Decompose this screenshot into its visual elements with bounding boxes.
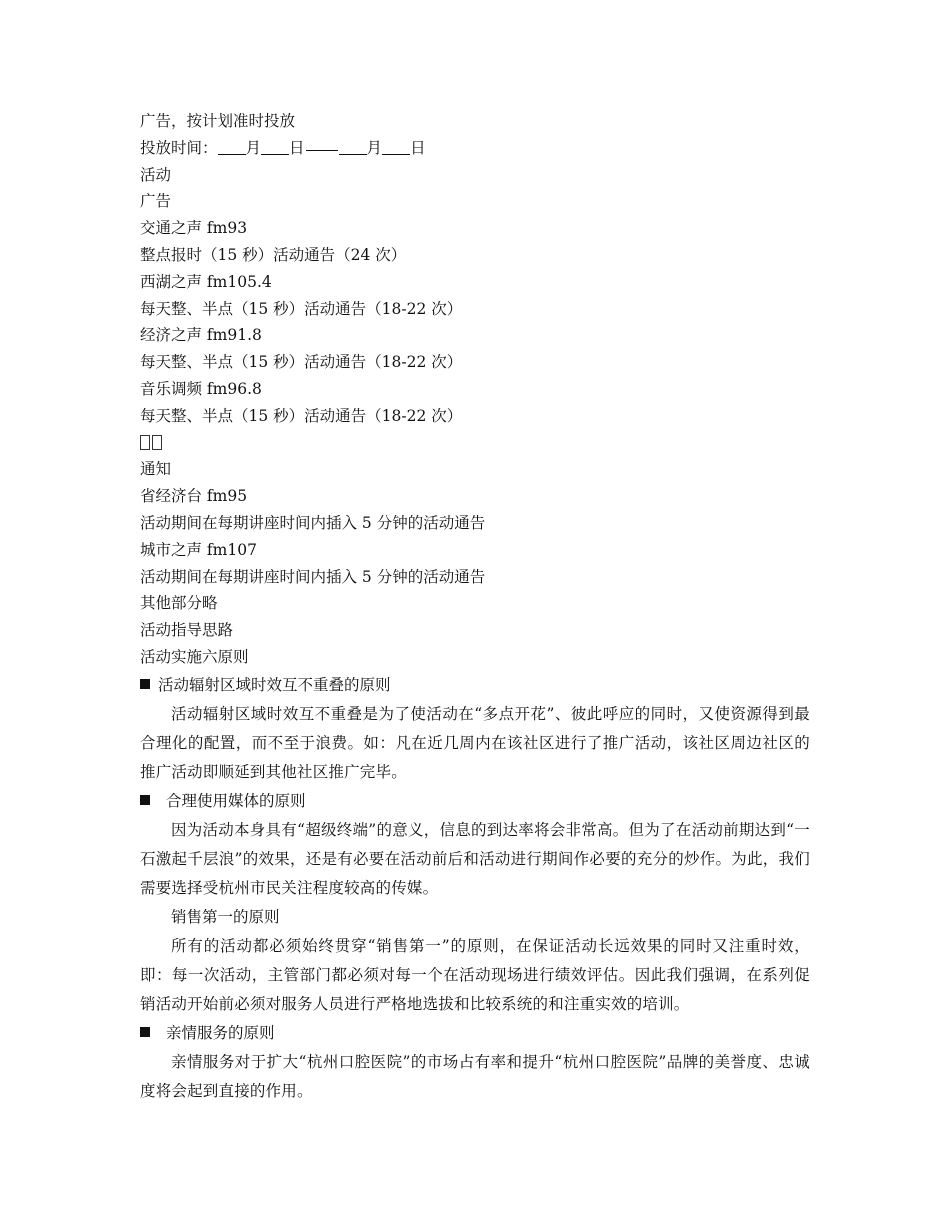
blank-underline bbox=[339, 140, 367, 155]
missing-glyph-icon bbox=[152, 435, 162, 450]
other-line: 其他部分略 bbox=[140, 594, 218, 613]
radio-detail: 整点报时（15 秒）活动通告（24 次） bbox=[140, 245, 407, 264]
dash-line bbox=[306, 141, 338, 151]
six-principles-heading: 活动实施六原则 bbox=[140, 647, 249, 666]
activity-line: 活动 bbox=[140, 165, 172, 184]
radio-station: 交通之声 fm93 bbox=[140, 219, 248, 238]
guide-heading: 活动指导思路 bbox=[140, 621, 234, 640]
principle-1-title bbox=[140, 671, 810, 700]
principle-3-title: 销售第一的原则 bbox=[171, 907, 280, 926]
time-day-2: 日 bbox=[410, 138, 426, 157]
radio-detail: 每天整、半点（15 秒）活动通告（18-22 次） bbox=[140, 406, 463, 425]
radio-station: 音乐调频 fm96.8 bbox=[140, 379, 262, 398]
principle-4-title-text: 亲情服务的原则 bbox=[166, 1023, 275, 1042]
principle-4-body: 亲情服务对于扩大“杭州口腔医院”的市场占有率和提升“杭州口腔医院”品牌的美誉度、忠诚度将会起到直接的作用。 bbox=[140, 1052, 810, 1100]
principle-1-title-text: 活动辐射区域时效互不重叠的原则 bbox=[158, 675, 391, 694]
radio-station: 经济之声 fm91.8 bbox=[140, 326, 262, 345]
missing-glyph-line bbox=[140, 430, 810, 457]
radio-station: 西湖之声 fm105.4 bbox=[140, 272, 272, 291]
time-month-2: 月 bbox=[366, 138, 383, 157]
notice-line: 通知 bbox=[140, 460, 172, 479]
square-bullet-icon bbox=[140, 1027, 150, 1037]
square-bullet-icon bbox=[140, 679, 150, 689]
blank-underline bbox=[261, 140, 289, 155]
lecture-station: 省经济台 fm95 bbox=[140, 487, 248, 506]
time-month-1: 月 bbox=[245, 138, 262, 157]
principle-3-body: 所有的活动都必须始终贯穿“销售第一”的原则，在保证活动长远效果的同时又注重时效，即：每一次活动，主管部门都必须对每一个在活动现场进行绩效评估。因此我们强调，在系列促销活动开始前必须对服务人员进行严格地选拔和比较系统的和注重实效的培训。 bbox=[140, 936, 810, 1013]
document-page bbox=[140, 108, 810, 1106]
principle-1-body: 活动辐射区域时效互不重叠是为了使活动在“多点开花”、彼此呼应的同时，又使资源得到最合理化的配置，而不至于浪费。如：凡在近几周内在该社区进行了推广活动，该社区周边社区的推广活动即顺延到其他社区推广完毕。 bbox=[140, 704, 810, 781]
principle-4-title bbox=[140, 1019, 810, 1048]
missing-glyph-icon bbox=[140, 435, 150, 450]
principle-2-title bbox=[140, 787, 810, 816]
time-day-1: 日 bbox=[289, 138, 305, 157]
ad-label-line: 广告 bbox=[140, 192, 172, 211]
principle-2-body: 因为活动本身具有“超级终端”的意义，信息的到达率将会非常高。但为了在活动前期达到“一石激起千层浪”的效果，还是有必要在活动前后和活动进行期间作必要的充分的炒作。为此，我们需要选择受杭州市民关注程度较高的传媒。 bbox=[140, 820, 810, 897]
principle-2-title-text: 合理使用媒体的原则 bbox=[166, 791, 306, 810]
lecture-station: 城市之声 fm107 bbox=[140, 540, 257, 559]
blank-underline bbox=[218, 140, 246, 155]
blank-underline bbox=[382, 140, 410, 155]
lecture-detail: 活动期间在每期讲座时间内插入 5 分钟的活动通告 bbox=[140, 513, 486, 532]
square-bullet-icon bbox=[140, 795, 150, 805]
lecture-detail: 活动期间在每期讲座时间内插入 5 分钟的活动通告 bbox=[140, 567, 486, 586]
ad-line: 广告，按计划准时投放 bbox=[140, 112, 296, 130]
radio-detail: 每天整、半点（15 秒）活动通告（18-22 次） bbox=[140, 353, 463, 372]
schedule-time-line bbox=[140, 135, 810, 162]
radio-detail: 每天整、半点（15 秒）活动通告（18-22 次） bbox=[140, 299, 463, 318]
time-prefix: 投放时间： bbox=[140, 138, 218, 157]
